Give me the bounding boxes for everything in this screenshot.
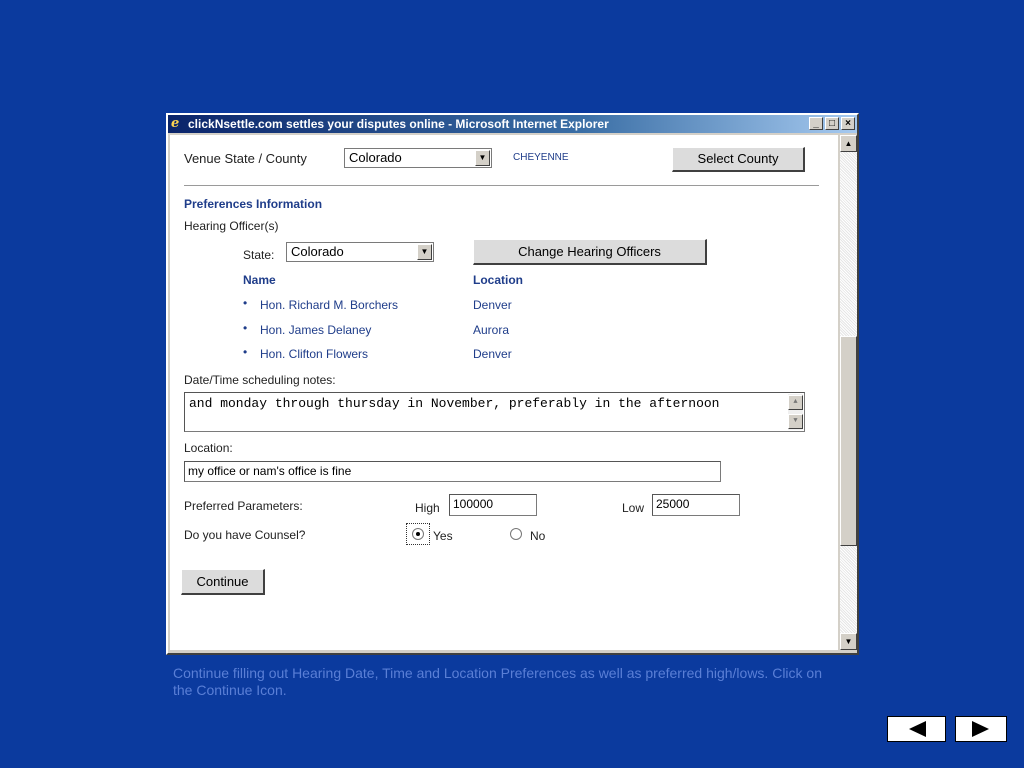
hearing-officers-label: Hearing Officer(s)	[184, 219, 279, 233]
low-input[interactable]: 25000	[652, 494, 740, 516]
arrow-left-icon	[909, 721, 926, 737]
venue-label: Venue State / County	[184, 151, 307, 166]
officer-location: Aurora	[473, 323, 510, 337]
scroll-down-icon[interactable]: ▼	[840, 633, 857, 650]
window-title: clickNsettle.com settles your disputes online - Microsoft Internet Explorer	[188, 117, 609, 131]
location-input[interactable]: my office or nam's office is fine	[184, 461, 721, 482]
hearing-state-select[interactable]	[286, 242, 434, 262]
scrollbar-thumb[interactable]	[840, 336, 857, 546]
counsel-label: Do you have Counsel?	[184, 528, 306, 542]
bullet-icon: •	[243, 296, 248, 310]
scheduling-notes-textarea[interactable]	[184, 392, 805, 432]
counsel-yes-label[interactable]: Yes	[433, 529, 453, 543]
internet-explorer-icon: e	[171, 116, 180, 131]
chevron-down-icon: ▼	[417, 244, 432, 260]
select-county-button[interactable]: Select County	[672, 147, 805, 172]
name-column-header: Name	[243, 273, 276, 287]
change-hearing-officers-button[interactable]: Change Hearing Officers	[473, 239, 707, 265]
officer-location: Denver	[473, 347, 512, 361]
counsel-yes-radio[interactable]	[412, 528, 424, 540]
browser-window	[166, 113, 859, 655]
section-divider	[184, 185, 819, 186]
previous-slide-button[interactable]	[887, 716, 946, 742]
bullet-icon: •	[243, 321, 248, 335]
chevron-down-icon: ▼	[475, 150, 490, 166]
page-scrollbar[interactable]	[840, 135, 857, 650]
minimize-button[interactable]: _	[809, 117, 823, 130]
high-label: High	[415, 501, 440, 515]
arrow-right-icon	[972, 721, 989, 737]
continue-button[interactable]: Continue	[181, 569, 265, 595]
hearing-state-value: Colorado	[291, 244, 344, 259]
officer-name: Hon. Clifton Flowers	[260, 347, 369, 361]
textarea-scrollbar[interactable]	[788, 394, 803, 430]
location-column-header: Location	[473, 273, 523, 287]
scheduling-notes-value: and monday through thursday in November, preferably in the afternoon	[189, 396, 720, 411]
state-label: State:	[243, 248, 275, 262]
page-content	[170, 135, 838, 650]
officer-name: Hon. James Delaney	[260, 323, 372, 337]
counsel-no-label[interactable]: No	[530, 529, 546, 543]
high-input[interactable]: 100000	[449, 494, 537, 516]
scheduling-notes-label: Date/Time scheduling notes:	[184, 373, 336, 387]
close-button[interactable]: ×	[841, 117, 855, 130]
venue-state-value: Colorado	[349, 150, 402, 165]
location-label: Location:	[184, 441, 233, 455]
instruction-caption: Continue filling out Hearing Date, Time and Location Preferences as well as preferred high/lows. Click on the Continue Icon.	[173, 665, 823, 698]
bullet-icon: •	[243, 345, 248, 359]
low-label: Low	[622, 501, 645, 515]
venue-state-select[interactable]	[344, 148, 492, 168]
venue-county-value: CHEYENNE	[513, 152, 569, 163]
scroll-up-icon[interactable]: ▲	[840, 135, 857, 152]
counsel-no-radio[interactable]	[510, 528, 522, 540]
preferences-heading: Preferences Information	[184, 197, 323, 211]
officer-name: Hon. Richard M. Borchers	[260, 298, 399, 312]
next-slide-button[interactable]	[955, 716, 1007, 742]
maximize-button[interactable]: □	[825, 117, 839, 130]
officer-location: Denver	[473, 298, 512, 312]
scroll-down-icon[interactable]: ▼	[788, 414, 803, 429]
scroll-up-icon[interactable]: ▲	[788, 395, 803, 410]
preferred-parameters-label: Preferred Parameters:	[184, 499, 303, 513]
title-bar	[168, 115, 857, 133]
